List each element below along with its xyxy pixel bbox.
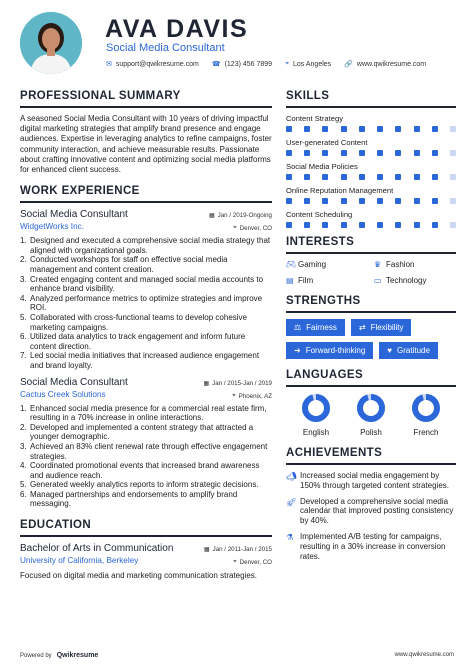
rating-dot bbox=[377, 150, 383, 156]
rating-dot bbox=[304, 150, 310, 156]
rating-dot bbox=[377, 174, 383, 180]
rating-dot bbox=[359, 198, 365, 204]
rating-dot bbox=[341, 222, 347, 228]
achievement-item: 📣︎ Increased social media engagement by 150% through targeted content strategies. bbox=[286, 471, 449, 490]
education-note: Focused on digital media and marketing communication strategies. bbox=[20, 571, 258, 581]
list-item: 1. Designed and executed a comprehensive social media strategy that aligned with organizational goals. bbox=[20, 236, 271, 255]
scale-icon: ⚖ bbox=[294, 323, 302, 332]
language-ring bbox=[356, 393, 386, 423]
rating-dot bbox=[322, 126, 328, 132]
rating-dot bbox=[359, 222, 365, 228]
location-icon: ⌖ bbox=[233, 225, 237, 232]
rating-dot bbox=[414, 126, 420, 132]
rating-dot bbox=[286, 222, 292, 228]
education-dates: ▦ Jan / 2011-Jan / 2015 bbox=[203, 546, 272, 554]
rating-dot bbox=[432, 126, 438, 132]
rating-dot bbox=[432, 222, 438, 228]
contact-email[interactable]: ✉ support@qwikresume.com bbox=[106, 60, 199, 68]
list-item: 3. Achieved an 83% client renewal rate through effective engagement strategies. bbox=[20, 441, 268, 461]
rating-dot bbox=[341, 150, 347, 156]
skill-name: Content Scheduling bbox=[286, 210, 353, 219]
interest-item: 🎮︎ Gaming bbox=[286, 260, 327, 269]
film-icon: ▤ bbox=[286, 276, 294, 285]
list-item: 7. Led social media initiatives that increased audience engagement and brand loyalty. bbox=[20, 351, 260, 370]
rating-dot bbox=[359, 150, 365, 156]
language-name: English bbox=[302, 428, 330, 437]
language-name: Polish bbox=[360, 428, 382, 437]
resume-header bbox=[0, 0, 474, 78]
skill-item bbox=[286, 138, 456, 156]
page-footer bbox=[0, 640, 474, 670]
right-column bbox=[286, 90, 456, 567]
language-ring bbox=[411, 393, 441, 423]
interest-item: ▭ Technology bbox=[374, 276, 427, 285]
interest-item: ♛ Fashion bbox=[374, 260, 415, 269]
gamepad-icon: 🎮︎ bbox=[286, 260, 297, 269]
summary-text: A seasoned Social Media Consultant with 10 years of driving impactful digital marketing strategies that amplify brand presence and engage audiences. Expertise in leveraging analytics to refine campaigns, foster community interaction, and achieve measurable results. Passionate about crafting innovative content and optimizing social media platforms for enhanced client success. bbox=[20, 114, 272, 175]
rating-dot bbox=[450, 222, 456, 228]
strength-tag: ♥ Gratitude bbox=[379, 342, 438, 359]
rating-dot bbox=[341, 198, 347, 204]
rating-dot bbox=[450, 126, 456, 132]
job-title: Social Media Consultant bbox=[20, 209, 128, 221]
rating-dot bbox=[322, 174, 328, 180]
rating-dot bbox=[286, 198, 292, 204]
list-item: 1. Enhanced social media presence for a commercial real estate firm, resulting in a 70% increase in online interactions. bbox=[20, 403, 267, 423]
rating-dot bbox=[395, 222, 401, 228]
job-company: Cactus Creek Solutions bbox=[20, 389, 106, 399]
skill-item bbox=[286, 162, 456, 180]
candidate-role: Social Media Consultant bbox=[106, 42, 225, 54]
calendar-icon: ▦ bbox=[203, 547, 210, 554]
contact-bar bbox=[106, 60, 439, 68]
list-item: 4. Coordinated promotional events that increased brand awareness and audience reach. bbox=[20, 461, 260, 480]
skill-rating bbox=[286, 150, 456, 156]
list-item: 4. Analyzed performance metrics to optimize strategies and improve ROI. bbox=[20, 293, 263, 313]
interest-item: ▤ Film bbox=[286, 276, 314, 285]
rating-dot bbox=[286, 174, 292, 180]
location-icon: ⌖ bbox=[285, 60, 290, 67]
strength-tag: ⚖ Fairness bbox=[286, 319, 345, 336]
achievement-item: ⚗ Implemented A/B testing for campaigns, resulting in a 30% increase in conversion rates. bbox=[286, 531, 446, 561]
list-item: 3. Created engaging content and managed social media accounts to enhance brand visibility. bbox=[20, 274, 264, 294]
skill-item bbox=[286, 186, 456, 204]
education-entry bbox=[20, 543, 272, 581]
powered-by: Powered by Qwikresume bbox=[20, 652, 99, 659]
rating-dot bbox=[395, 174, 401, 180]
rating-dot bbox=[414, 150, 420, 156]
language-name: French bbox=[413, 428, 439, 437]
rating-dot bbox=[304, 174, 310, 180]
contact-location: ⌖ Los Angeles bbox=[285, 60, 332, 68]
location-icon: ⌖ bbox=[232, 392, 236, 399]
languages-list bbox=[286, 393, 456, 437]
languages-heading: LANGUAGES bbox=[286, 369, 456, 387]
bullhorn-icon: 📣︎ bbox=[286, 471, 297, 481]
education-location: ⌖ Denver, CO bbox=[233, 559, 272, 567]
skills-heading: SKILLS bbox=[286, 90, 456, 108]
job-entry bbox=[20, 377, 272, 510]
list-item: 6. Managed partnerships and endorsements to amplify brand messaging. bbox=[20, 489, 238, 509]
skill-rating bbox=[286, 174, 456, 180]
rating-dot bbox=[377, 222, 383, 228]
arrows-icon: ⇄ bbox=[358, 323, 366, 332]
footer-url[interactable]: www.qwikresume.com bbox=[394, 652, 454, 658]
achievements-heading: ACHIEVEMENTS bbox=[286, 447, 456, 465]
education-heading: EDUCATION bbox=[20, 519, 272, 537]
rating-dot bbox=[450, 198, 456, 204]
rating-dot bbox=[286, 150, 292, 156]
rating-dot bbox=[341, 126, 347, 132]
skill-rating bbox=[286, 198, 456, 204]
rating-dot bbox=[432, 174, 438, 180]
rating-dot bbox=[341, 174, 347, 180]
job-title: Social Media Consultant bbox=[20, 376, 128, 388]
arrow-right-icon: ➜ bbox=[294, 346, 301, 355]
interests-heading: INTERESTS bbox=[286, 236, 456, 254]
job-dates: ▦ Jan / 2015-Jan / 2019 bbox=[203, 379, 272, 387]
qwikresume-logo[interactable]: Qwikresume bbox=[56, 652, 99, 659]
skills-list bbox=[286, 114, 456, 228]
calendar-icon: ▦ bbox=[208, 213, 215, 220]
job-bullets bbox=[20, 236, 272, 370]
rating-dot bbox=[322, 198, 328, 204]
skill-name: Online Reputation Management bbox=[286, 186, 394, 195]
rating-dot bbox=[432, 150, 438, 156]
rating-dot bbox=[304, 222, 310, 228]
experience-heading: WORK EXPERIENCE bbox=[20, 185, 272, 203]
skill-item bbox=[286, 210, 456, 228]
list-item: 2. Conducted workshops for staff on effective social media management and content creation. bbox=[20, 255, 228, 274]
phone-icon: ☎ bbox=[211, 61, 221, 68]
skill-name: Content Strategy bbox=[286, 114, 343, 123]
rating-dot bbox=[395, 126, 401, 132]
school-name: University of California, Berkeley bbox=[20, 556, 139, 566]
heart-icon: ♥ bbox=[387, 346, 393, 355]
language-ring bbox=[301, 393, 331, 423]
profile-photo bbox=[20, 12, 82, 74]
job-bullets bbox=[20, 404, 272, 510]
list-item: 2. Developed and implemented a content strategy that attracted a younger demographic. bbox=[20, 422, 254, 442]
rating-dot bbox=[359, 174, 365, 180]
rating-dot bbox=[414, 198, 420, 204]
job-location: ⌖ Denver, CO bbox=[233, 225, 272, 233]
rating-dot bbox=[414, 222, 420, 228]
list-item: 5. Collaborated with cross-functional teams to develop cohesive marketing campaigns. bbox=[20, 312, 248, 332]
list-item: 5. Generated weekly analytics reports to inform strategic decisions. bbox=[20, 480, 259, 490]
rating-dot bbox=[414, 174, 420, 180]
location-icon: ⌖ bbox=[233, 559, 237, 566]
job-entry bbox=[20, 209, 272, 370]
candidate-name: AVA DAVIS bbox=[105, 15, 249, 43]
link-icon: 🔗 bbox=[344, 61, 353, 68]
language-item bbox=[291, 393, 341, 437]
rating-dot bbox=[432, 198, 438, 204]
rating-dot bbox=[304, 126, 310, 132]
strength-tag: ➜ Forward-thinking bbox=[286, 342, 373, 359]
skill-name: Social Media Policies bbox=[286, 162, 358, 171]
list-item: 6. Utilized data analytics to track engagement and inform future content direction. bbox=[20, 332, 246, 351]
strengths-list bbox=[286, 319, 456, 359]
email-icon: ✉ bbox=[106, 61, 112, 68]
rating-dot bbox=[304, 198, 310, 204]
rating-dot bbox=[322, 150, 328, 156]
rating-dot bbox=[322, 222, 328, 228]
rocket-icon: 🚀︎ bbox=[286, 496, 297, 507]
summary-heading: PROFESSIONAL SUMMARY bbox=[20, 90, 272, 108]
rating-dot bbox=[359, 126, 365, 132]
rating-dot bbox=[286, 126, 292, 132]
achievement-item: 🚀︎ Developed a comprehensive social media calendar that improved posting consistency by 40%. bbox=[286, 496, 454, 526]
degree-title: Bachelor of Arts in Communication bbox=[20, 543, 174, 555]
calendar-icon: ▦ bbox=[203, 380, 210, 387]
rating-dot bbox=[450, 150, 456, 156]
fashion-icon: ♛ bbox=[374, 260, 382, 269]
achievements-list bbox=[286, 471, 456, 561]
strengths-heading: STRENGTHS bbox=[286, 295, 456, 313]
rating-dot bbox=[395, 198, 401, 204]
contact-phone[interactable]: ☎ (123) 456 7899 bbox=[211, 60, 273, 68]
rating-dot bbox=[377, 126, 383, 132]
interests-list bbox=[286, 260, 456, 285]
strength-tag: ⇄ Flexibility bbox=[351, 319, 412, 336]
laptop-icon: ▭ bbox=[374, 276, 382, 285]
contact-website[interactable]: 🔗 www.qwikresume.com bbox=[344, 60, 427, 68]
job-company: WidgetWorks Inc. bbox=[20, 222, 85, 232]
flask-icon: ⚗ bbox=[286, 531, 294, 542]
language-item bbox=[346, 393, 396, 437]
skill-rating bbox=[286, 222, 456, 228]
job-dates: ▦ Jan / 2019-Ongoing bbox=[208, 212, 272, 220]
skill-rating bbox=[286, 126, 456, 132]
rating-dot bbox=[450, 174, 456, 180]
job-location: ⌖ Phoenix, AZ bbox=[232, 392, 272, 400]
language-item bbox=[401, 393, 451, 437]
skill-name: User-generated Content bbox=[286, 138, 368, 147]
left-column bbox=[20, 90, 272, 581]
rating-dot bbox=[395, 150, 401, 156]
rating-dot bbox=[377, 198, 383, 204]
skill-item bbox=[286, 114, 456, 132]
